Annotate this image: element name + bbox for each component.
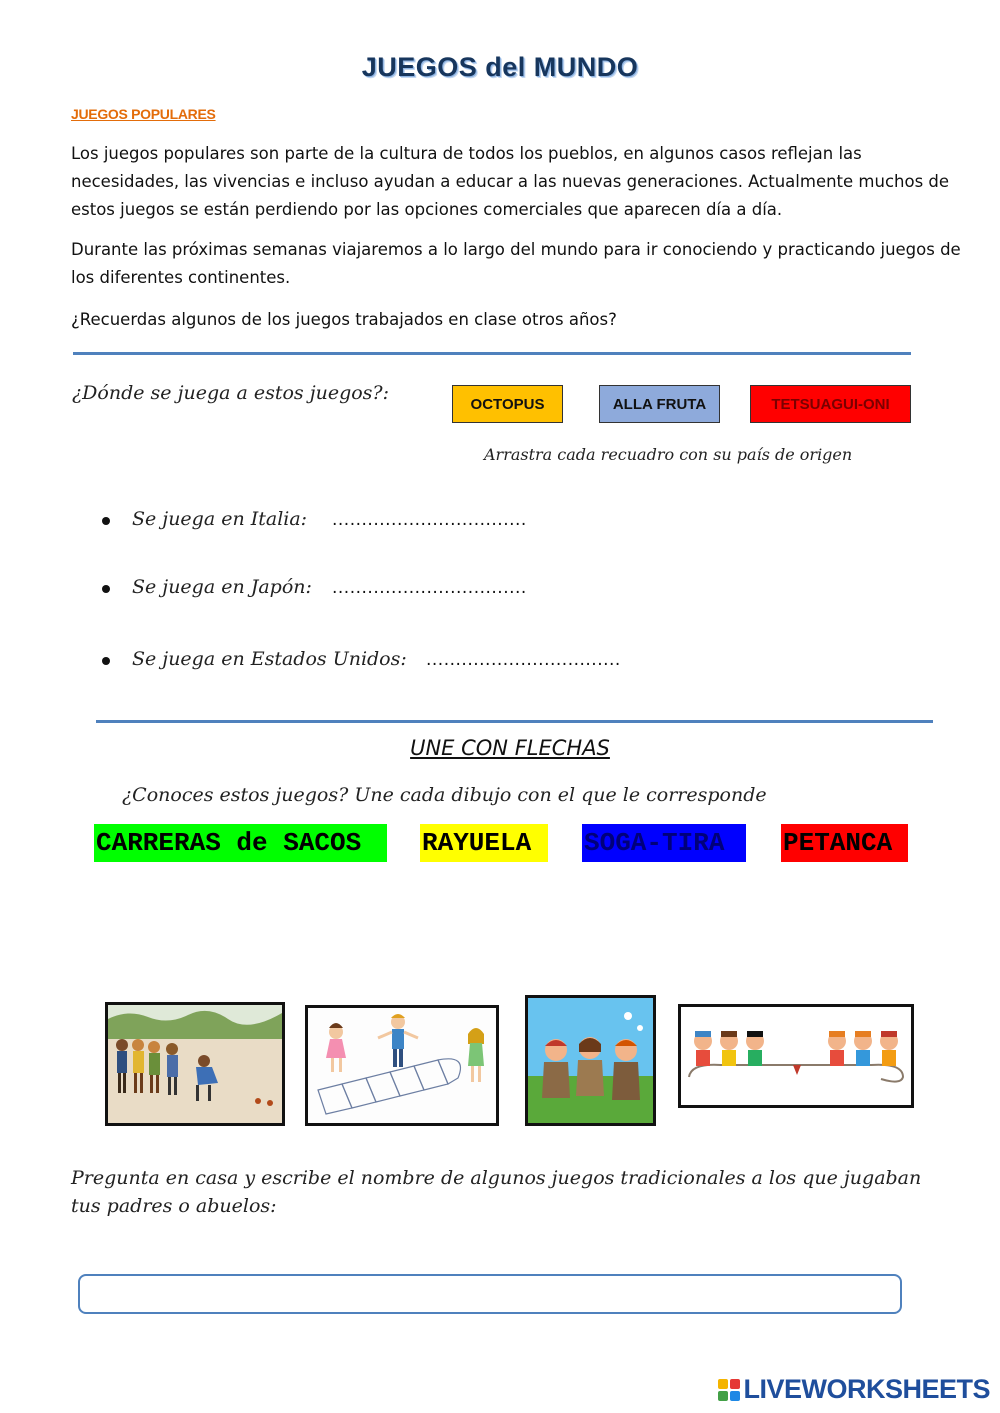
petanca-label[interactable]: PETANCA [781, 824, 908, 862]
match-heading: UNE CON FLECHAS [410, 736, 610, 760]
usa-label: Se juega en Estados Unidos: [132, 648, 407, 670]
tetsuagui-oni-tag[interactable]: TETSUAGUI-ONI [750, 385, 911, 423]
rayuela-picture[interactable] [305, 1005, 499, 1126]
octopus-tag[interactable]: OCTOPUS [452, 385, 563, 423]
alla-fruta-tag[interactable]: ALLA FRUTA [599, 385, 720, 423]
italy-label: Se juega en Italia: [132, 508, 308, 530]
origin-question: ¿Dónde se juega a estos juegos?: [72, 382, 390, 404]
answer-field[interactable] [78, 1274, 902, 1314]
divider [96, 720, 933, 723]
family-prompt: Pregunta en casa y escribe el nombre de algunos juegos tradicionales a los que jugaban tus padres o abuelos: [71, 1167, 922, 1217]
usa-drop-zone[interactable]: ................................. [426, 650, 621, 670]
runner-icon [542, 1037, 640, 1100]
carrera-sacos-picture[interactable] [525, 995, 656, 1126]
logo-icon [718, 1379, 740, 1401]
brand-text: LIVEWORKSHEETS [743, 1374, 990, 1404]
rayuela-label[interactable]: RAYUELA [420, 824, 548, 862]
section-subheading: JUEGOS POPULARES [71, 106, 216, 122]
plan-paragraph: Durante las próximas semanas viajaremos a lo largo del mundo para ir conociendo y practicando juegos de los diferentes continentes. [71, 240, 961, 287]
petanca-picture[interactable] [105, 1002, 285, 1126]
italy-drop-zone[interactable]: ................................. [332, 510, 527, 530]
match-question: ¿Conoces estos juegos? Une cada dibujo con el que le corresponde [122, 784, 767, 806]
bullet-icon [102, 517, 110, 525]
carreras-sacos-label[interactable]: CARRERAS de SACOS [94, 824, 387, 862]
liveworksheets-logo [718, 1374, 990, 1405]
page-title: JUEGOS del MUNDO [361, 52, 639, 82]
divider [73, 352, 911, 355]
drag-instruction: Arrastra cada recuadro con su país de origen [484, 445, 853, 464]
question-paragraph: ¿Recuerdas algunos de los juegos trabajados en clase otros años? [71, 310, 617, 329]
bullet-icon [102, 585, 110, 593]
japan-drop-zone[interactable]: ................................. [332, 578, 527, 598]
bullet-icon [102, 657, 110, 665]
soga-tira-picture[interactable] [678, 1004, 914, 1108]
japan-label: Se juega en Japón: [132, 576, 312, 598]
intro-paragraph: Los juegos populares son parte de la cultura de todos los pueblos, en algunos casos reflejan las necesidades, las vivencias e incluso ayudan a educar a las nuevas generaciones. Actualmente muchos de estos juegos se están perdiendo por las opciones comerciales que aparecen día a día. [71, 144, 950, 219]
soga-tira-label[interactable]: SOGA-TIRA [582, 824, 746, 862]
